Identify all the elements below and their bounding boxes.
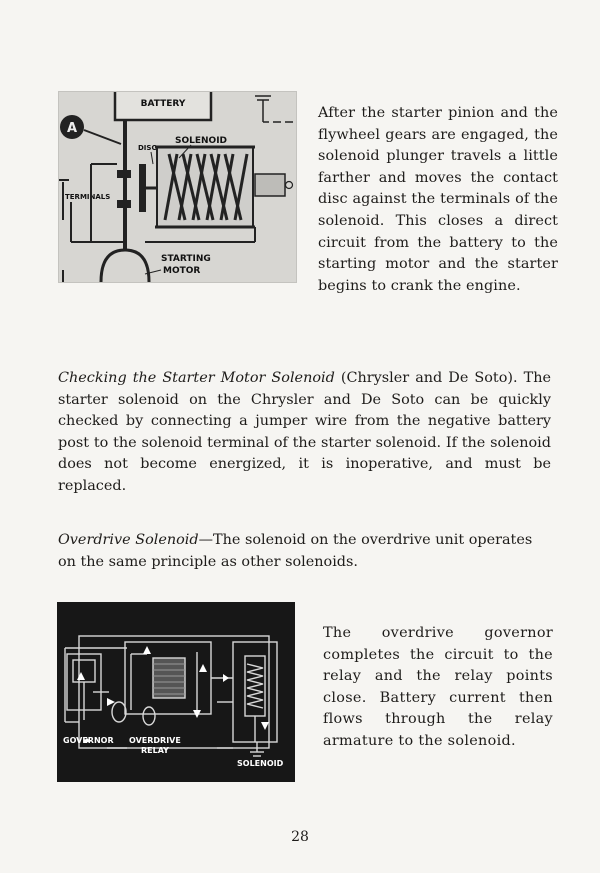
battery-label: BATTERY bbox=[140, 99, 186, 109]
solenoid-label-bottom: SOLENOID bbox=[237, 759, 284, 768]
overdrive-solenoid-body: —The solenoid on the overdrive unit operates on the same principle as other solenoids. bbox=[58, 532, 533, 570]
starter-solenoid-diagram bbox=[58, 91, 297, 283]
overdrive-solenoid-heading: Overdrive Solenoid bbox=[58, 532, 199, 548]
solenoid-label: SOLENOID bbox=[175, 136, 228, 146]
overdrive-circuit-diagram bbox=[57, 602, 295, 782]
paragraph-checking-solenoid bbox=[58, 368, 551, 498]
overdrive-circuit-illustration bbox=[57, 602, 295, 782]
disc-label: DISC bbox=[138, 144, 157, 152]
marker-a-label: A bbox=[66, 121, 78, 136]
paragraph-overdrive-solenoid bbox=[58, 530, 551, 573]
starter-solenoid-illustration bbox=[59, 92, 296, 282]
page-number: 28 bbox=[291, 829, 309, 845]
relay-label: RELAY bbox=[141, 746, 169, 755]
paragraph-starter-engagement: After the starter pinion and the flywheel gears are engaged, the solenoid plunger travels a little farther and moves the contact disc against the terminals of the solenoid. This closes a direct circuit from the battery to the starting motor and the starter begins to crank the engine. bbox=[318, 105, 558, 294]
governor-label: GOVERNOR bbox=[63, 736, 114, 745]
terminals-label: TERMINALS bbox=[65, 193, 111, 201]
checking-solenoid-heading: Checking the Starter Motor Solenoid bbox=[58, 370, 335, 386]
paragraph-overdrive-governor: The overdrive governor completes the circuit to the relay and the relay points close. Battery current then flows through the relay armature to the solenoid. bbox=[323, 625, 553, 749]
starting-label: STARTING bbox=[161, 254, 211, 264]
checking-solenoid-body: (Chrysler and De Soto). The starter solenoid on the Chrysler and De Soto can be quickly checked by connecting a jumper wire from the negative battery post to the solenoid terminal of the starter solenoid. If the solenoid does not become energized, it is inoperative, and must be replaced. bbox=[58, 370, 551, 494]
motor-label: MOTOR bbox=[163, 266, 201, 276]
overdrive-label: OVERDRIVE bbox=[129, 736, 181, 745]
